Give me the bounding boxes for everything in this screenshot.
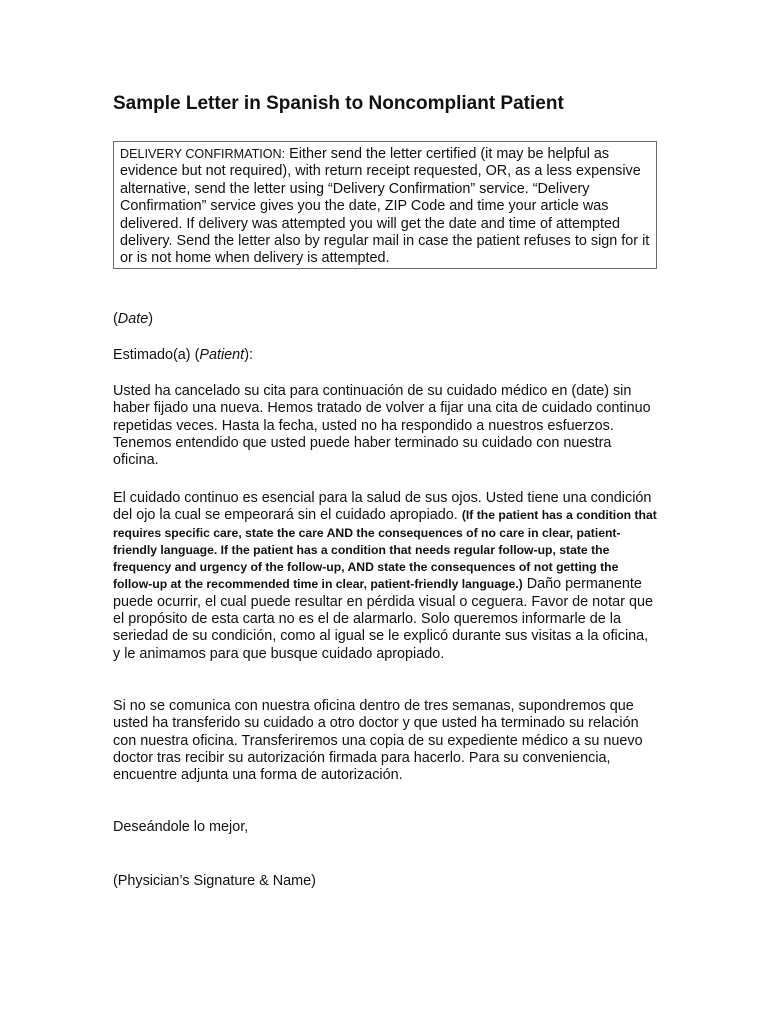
paragraph-condition-lead: El cuidado continuo es esencial para la salud de sus ojos. Usted tiene una condición del ojo la cual se empeorará sin el cuidado apropiado. — [113, 490, 652, 524]
date-close-paren: ) — [148, 311, 153, 327]
date-placeholder: Date — [117, 311, 149, 327]
date-line — [113, 311, 658, 328]
signature-line: (Physician’s Signature & Name) — [113, 873, 316, 889]
closing: Deseándole lo mejor, — [113, 819, 249, 835]
paragraph-condition-tail: Daño permanente puede ocurrir, el cual puede resultar en pérdida visual o ceguera. Favor de notar que el propósito de esta carta no es el de alarmarlo. Solo queremos informarle de la seriedad de su condición, como al igual se le explicó durante sus visitas a la oficina, y le animamos para que busque cuidado apropiado. — [113, 576, 653, 662]
delivery-confirmation-notice — [113, 141, 657, 269]
paragraph-missed-appointment: Usted ha cancelado su cita para continuación de su cuidado médico en (date) sin haber fijado una nueva. Hemos tratado de volver a fijar una cita de cuidado continuo repetidas veces. Hasta la fecha, usted no ha respondido a nuestros esfuerzos. Tenemos entendido que usted puede haber terminado su cuidado con nuestra oficina. — [113, 383, 651, 469]
salutation-suffix: ): — [244, 347, 253, 363]
instruction-note: (If the patient has a condition that requires specific care, state the care AND the consequences of no care in clear, patient-friendly language. If the patient has a condition that needs regular follow-up, state the frequency and urgency of the follow-up, AND state the consequences of not getting the follow-up at the recommended time in clear, patient-friendly language.) — [113, 508, 657, 592]
salutation-prefix: Estimado(a) ( — [113, 347, 200, 363]
salutation — [113, 347, 658, 364]
paragraph-condition — [113, 490, 658, 663]
patient-placeholder: Patient — [199, 347, 245, 363]
notice-text: Either send the letter certified (it may be helpful as evidence but not required), with return receipt requested, OR, as a less expensive alternative, send the letter using “Delivery Confirmation” service. “Delivery Confirmation” service gives you the date, ZIP Code and time your article was delivered. If delivery was attempted you will get the date and time of attempted delivery. Send the letter also by regular mail in case the patient refuses to sign for it or is not home when delivery is attempted. — [120, 146, 650, 267]
notice-label: DELIVERY CONFIRMATION: — [120, 147, 286, 161]
date-open-paren: ( — [113, 311, 118, 327]
document-title: Sample Letter in Spanish to Noncompliant Patient — [113, 93, 564, 114]
paragraph-transfer: Si no se comunica con nuestra oficina dentro de tres semanas, supondremos que usted ha transferido su cuidado a otro doctor y que usted ha terminado su relación con nuestra oficina. Transferiremos una copia de su expediente médico a su nuevo doctor tras recibir su autorización firmada para hacerlo. Para su conveniencia, encuentre adjunta una forma de autorización. — [113, 698, 643, 784]
